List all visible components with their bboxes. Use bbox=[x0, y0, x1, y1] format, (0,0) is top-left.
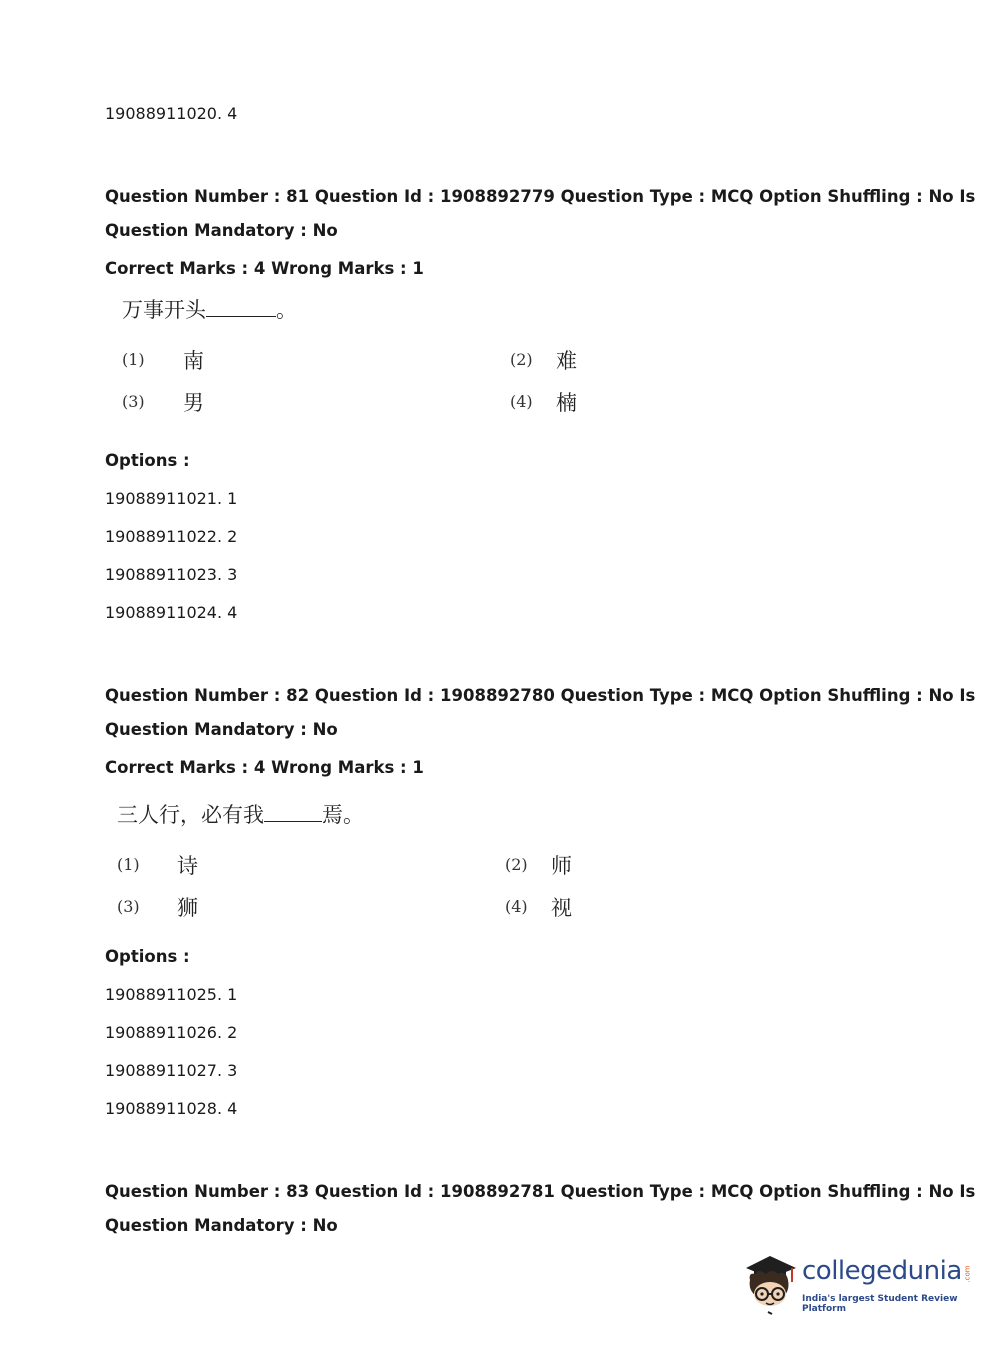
choice-number: (2) bbox=[505, 855, 528, 874]
choice-text: 师 bbox=[551, 854, 572, 878]
choice-number: (3) bbox=[117, 897, 140, 916]
logo-tagline: India's largest Student Review Platform bbox=[802, 1294, 958, 1314]
question-header: Question Number : 81 Question Id : 1908892779 Question Type : MCQ Option Shuffling : No Is bbox=[105, 187, 976, 206]
options-label: Options : bbox=[105, 451, 190, 470]
option-line: 19088911024. 4 bbox=[105, 603, 238, 622]
choice-text: 狮 bbox=[177, 896, 198, 920]
stem-text: 。 bbox=[276, 298, 297, 322]
option-line: 19088911026. 2 bbox=[105, 1023, 238, 1042]
choice-text: 男 bbox=[183, 391, 204, 415]
question-header: Question Number : 82 Question Id : 1908892780 Question Type : MCQ Option Shuffling : No Is bbox=[105, 686, 976, 705]
question-header: Question Number : 83 Question Id : 1908892781 Question Type : MCQ Option Shuffling : No Is bbox=[105, 1182, 976, 1201]
question-mandatory: Question Mandatory : No bbox=[105, 221, 338, 240]
logo-brand: collegedunia bbox=[802, 1256, 962, 1286]
choice-number: (4) bbox=[505, 897, 528, 916]
answer-blank bbox=[206, 316, 276, 317]
option-line: 19088911025. 1 bbox=[105, 985, 238, 1004]
choice-number: (1) bbox=[117, 855, 140, 874]
choice-number: (1) bbox=[122, 350, 145, 369]
choice-number: (4) bbox=[510, 392, 533, 411]
question-mandatory: Question Mandatory : No bbox=[105, 1216, 338, 1235]
question-stem bbox=[117, 799, 364, 829]
question-marks: Correct Marks : 4 Wrong Marks : 1 bbox=[105, 758, 424, 777]
stem-text: 焉。 bbox=[322, 803, 364, 827]
question-mandatory: Question Mandatory : No bbox=[105, 720, 338, 739]
logo-suffix: .com bbox=[963, 1265, 972, 1283]
choice-number: (2) bbox=[510, 350, 533, 369]
option-line: 19088911027. 3 bbox=[105, 1061, 238, 1080]
collegedunia-logo bbox=[740, 1250, 972, 1320]
option-line: 19088911020. 4 bbox=[105, 104, 238, 123]
option-line: 19088911022. 2 bbox=[105, 527, 238, 546]
option-line: 19088911028. 4 bbox=[105, 1099, 238, 1118]
choice-text: 楠 bbox=[556, 391, 577, 415]
question-stem bbox=[122, 294, 297, 324]
choice-text: 诗 bbox=[177, 854, 198, 878]
answer-blank bbox=[264, 821, 322, 822]
stem-text: 三人行，必有我 bbox=[117, 803, 264, 827]
choice-text: 难 bbox=[556, 349, 577, 373]
choice-text: 视 bbox=[551, 896, 572, 920]
options-label: Options : bbox=[105, 947, 190, 966]
option-line: 19088911023. 3 bbox=[105, 565, 238, 584]
stem-text: 万事开头 bbox=[122, 298, 206, 322]
choice-text: 南 bbox=[183, 349, 204, 373]
question-marks: Correct Marks : 4 Wrong Marks : 1 bbox=[105, 259, 424, 278]
option-line: 19088911021. 1 bbox=[105, 489, 238, 508]
choice-number: (3) bbox=[122, 392, 145, 411]
mascot-icon bbox=[740, 1250, 798, 1316]
